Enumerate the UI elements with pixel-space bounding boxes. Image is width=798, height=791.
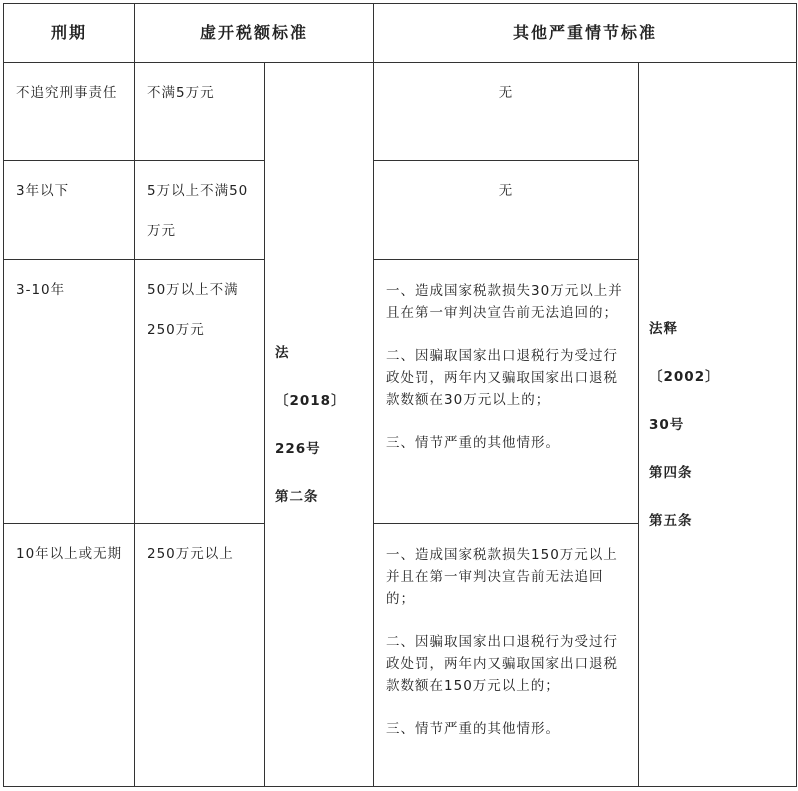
law-ref-line: 法 [275, 344, 290, 361]
law-ref-line: 〔2018〕 [275, 392, 346, 409]
rule-item: 三、情节严重的其他情形。 [386, 721, 561, 737]
penalty-cell: 10年以上或无期 [4, 524, 135, 787]
rule-item: 二、因骗取国家出口退税行为受过行政处罚，两年内又骗取国家出口退税款数额在150万元以上的； [386, 634, 619, 694]
rule-item: 一、造成国家税款损失150万元以上并且在第一审判决宣告前无法追回的； [386, 547, 618, 607]
rule-item: 三、情节严重的其他情形。 [386, 435, 561, 451]
amount-cell: 5万以上不满50万元 [135, 161, 265, 260]
rule-item: 二、因骗取国家出口退税行为受过行政处罚，两年内又骗取国家出口退税款数额在30万元以上的； [386, 348, 619, 408]
law-ref-line: 30号 [649, 416, 685, 433]
law-ref-line: 第五条 [649, 512, 693, 529]
header-penalty: 刑期 [4, 4, 135, 63]
other-standard-cell: 无 [374, 63, 639, 161]
law-reference-2002 [639, 63, 797, 787]
law-reference-2018 [265, 63, 374, 787]
header-other-standard: 其他严重情节标准 [374, 4, 797, 63]
law-ref-line: 第二条 [275, 488, 319, 505]
other-standard-cell [374, 524, 639, 787]
law-ref-line: 法释 [649, 320, 679, 337]
rule-item: 一、造成国家税款损失30万元以上并且在第一审判决宣告前无法追回的； [386, 283, 623, 321]
penalty-cell: 3年以下 [4, 161, 135, 260]
amount-cell: 250万元以上 [135, 524, 265, 787]
table-row [4, 63, 797, 161]
law-ref-line: 第四条 [649, 464, 693, 481]
amount-cell: 50万以上不满250万元 [135, 260, 265, 524]
header-row [4, 4, 797, 63]
sentencing-standards-table [3, 3, 797, 787]
other-standard-cell [374, 260, 639, 524]
other-standard-cell: 无 [374, 161, 639, 260]
penalty-cell: 3-10年 [4, 260, 135, 524]
header-amount-standard: 虚开税额标准 [135, 4, 374, 63]
law-ref-line: 226号 [275, 440, 321, 457]
penalty-cell: 不追究刑事责任 [4, 63, 135, 161]
law-ref-line: 〔2002〕 [649, 368, 720, 385]
amount-cell: 不满5万元 [135, 63, 265, 161]
